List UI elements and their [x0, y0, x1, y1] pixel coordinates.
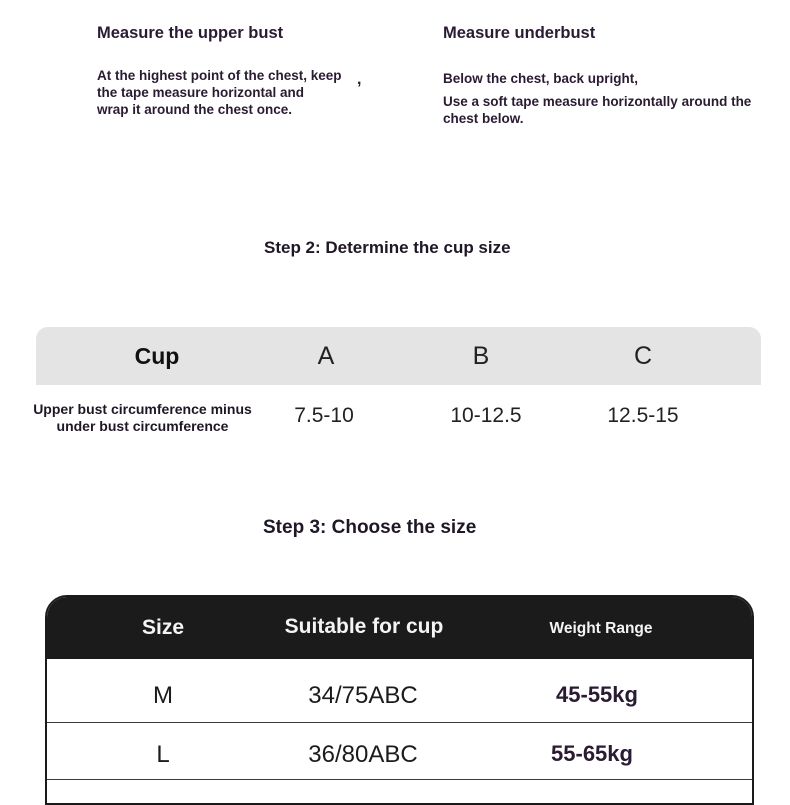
row-m-size: M: [153, 682, 173, 709]
cup-letter-c: C: [633, 342, 653, 370]
upper-bust-line-3: wrap it around the chest once.: [97, 102, 293, 117]
suitable-cup-header: Suitable for cup: [284, 615, 444, 638]
underbust-line-3: chest below.: [443, 111, 524, 126]
upper-bust-line-1: At the highest point of the chest, keep: [97, 68, 342, 83]
underbust-line-1: Below the chest, back upright,: [443, 71, 639, 86]
size-table: [45, 595, 754, 805]
row-m-weight: 45-55kg: [556, 682, 638, 707]
row-l-weight: 55-65kg: [551, 741, 633, 766]
cup-row-label: [20, 401, 265, 435]
underbust-description: [443, 93, 751, 127]
upper-bust-title: Measure the upper bust: [97, 24, 284, 42]
upper-bust-description: [97, 67, 342, 118]
cup-row-label-line-2: under bust circumference: [56, 418, 229, 434]
upper-bust-line-2: the tape measure horizontal and: [97, 85, 305, 100]
underbust-line-2: Use a soft tape measure horizontally around the: [443, 94, 752, 109]
cup-row-label-line-1: Upper bust circumference minus: [33, 401, 252, 417]
cup-header-label: Cup: [134, 343, 180, 369]
underbust-title: Measure underbust: [443, 24, 596, 42]
row-l-size: L: [156, 741, 170, 768]
stray-comma: ,: [357, 71, 362, 88]
row-m-cup: 34/75ABC: [308, 682, 418, 709]
weight-range-header: Weight Range: [549, 620, 653, 637]
cup-value-b: 10-12.5: [450, 404, 522, 427]
step-2-heading: Step 2: Determine the cup size: [264, 238, 511, 257]
cup-value-a: 7.5-10: [294, 404, 354, 427]
step-3-heading: Step 3: Choose the size: [263, 517, 477, 538]
cup-letter-b: B: [472, 342, 490, 370]
cup-value-c: 12.5-15: [607, 404, 679, 427]
size-header: Size: [141, 616, 185, 639]
cup-letter-a: A: [317, 342, 335, 370]
row-divider: [47, 722, 752, 723]
row-l-cup: 36/80ABC: [308, 741, 418, 768]
row-divider: [47, 779, 752, 780]
